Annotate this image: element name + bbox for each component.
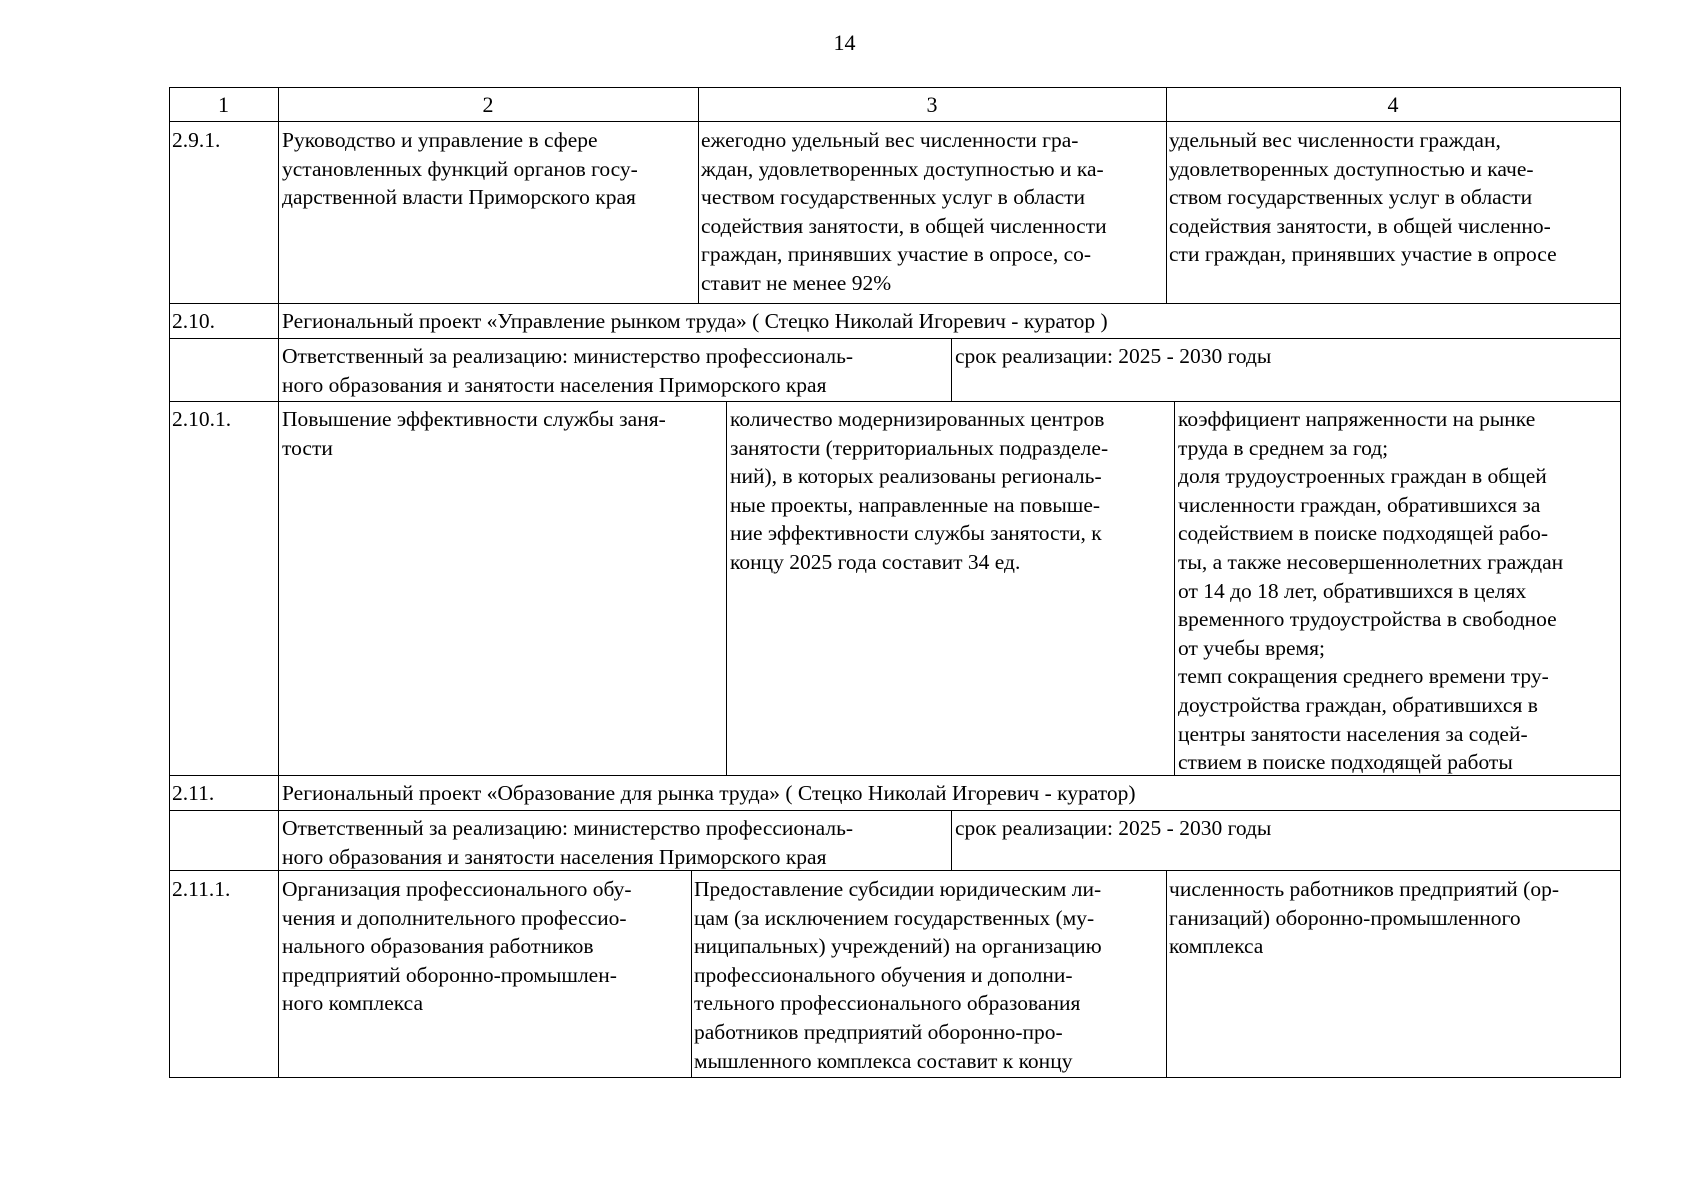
header-col-1: 1 [218,92,229,117]
row-number: 2.10. [172,309,215,333]
column-divider [278,87,279,1078]
table-border-right [1620,87,1621,1078]
row-divider [169,303,1621,304]
column-divider [1166,87,1167,304]
column-divider [1166,870,1167,1078]
header-col-2: 2 [482,92,494,117]
header-col-3: 3 [926,92,938,117]
row-divider [169,338,1621,339]
column-divider [691,870,692,1078]
column-divider [698,87,699,304]
measure-indicator: численность работников предприятий (ор- ганизаций) оборонно-промышленного комплекса [1169,877,1559,959]
measure-name: Руководство и управление в сфере установленных функций органов госу- дарственной власти Приморского края [282,128,638,210]
implementation-term: срок реализации: 2025 - 2030 годы [955,816,1272,840]
table-border-bottom [169,1077,1621,1078]
responsible-executor: Ответственный за реализацию: министерство профессиональ- ного образования и занятости населения Приморского края [282,344,854,397]
column-divider [951,338,952,402]
row-number: 2.9.1. [172,128,221,152]
measure-result: ежегодно удельный вес численности гра- ждан, удовлетворенных доступностью и ка- чеством государственных услуг в области содействия занятости, в общей численности граждан, принявших участие в опросе, со- ставит не менее 92% [701,128,1107,295]
row-number: 2.11.1. [172,877,231,901]
measure-result: количество модернизированных центров занятости (территориальных подразделе- ний), в которых реализованы региональ- ные проекты, направленные на повыше- ние эффективности службы занятости, к концу 2025 года составит 34 ед. [730,407,1109,574]
column-divider [951,810,952,871]
row-number: 2.11. [172,781,215,805]
measure-indicator: коэффициент напряженности на рынке труда в среднем за год; доля трудоустроенных граждан в общей численности граждан, обратившихся за содействием в поиске подходящей рабо- ты, а также несовершеннолетних граждан от 14 до 18 лет, обратившихся в целях временного трудоустройства в свободное от учебы время; темп сокращения среднего времени тру- доустройства граждан, обратившихся в центры занятости населения за содей- ствием в поиске подходящей работы [1178,407,1564,775]
responsible-executor: Ответственный за реализацию: министерство профессиональ- ного образования и занятости населения Приморского края [282,816,854,869]
table-border-left [169,87,170,1078]
project-title: Региональный проект «Управление рынком труда» ( Стецко Николай Игоревич - куратор ) [282,309,1108,333]
measure-name: Организация профессионального обу- чения и дополнительного профессио- нального образования работников предприятий оборонно-промышлен- ного комплекса [282,877,632,1016]
measure-name: Повышение эффективности службы заня- тости [282,407,666,460]
project-title: Региональный проект «Образование для рынка труда» ( Стецко Николай Игоревич - куратор) [282,781,1136,805]
row-divider [169,810,1621,811]
measure-indicator: удельный вес численности граждан, удовлетворенных доступностью и каче- ством государственных услуг в области содействия занятости, в общей численно- сти граждан, принявших участие в опросе [1169,128,1557,267]
column-divider [726,401,727,776]
page-number: 14 [833,30,856,55]
header-bottom-line [169,121,1621,122]
row-divider [169,401,1621,402]
measure-result: Предоставление субсидии юридическим ли- цам (за исключением государственных (му- ниципальных) учреждений) на организацию профессионального обучения и дополни- тельного профессионального образования работников предприятий оборонно-про- мышленного комплекса составит к концу [694,877,1102,1073]
row-number: 2.10.1. [172,407,232,431]
header-col-4: 4 [1387,92,1399,117]
table-border-top [169,87,1621,88]
column-divider [1174,401,1175,776]
implementation-term: срок реализации: 2025 - 2030 годы [955,344,1272,368]
